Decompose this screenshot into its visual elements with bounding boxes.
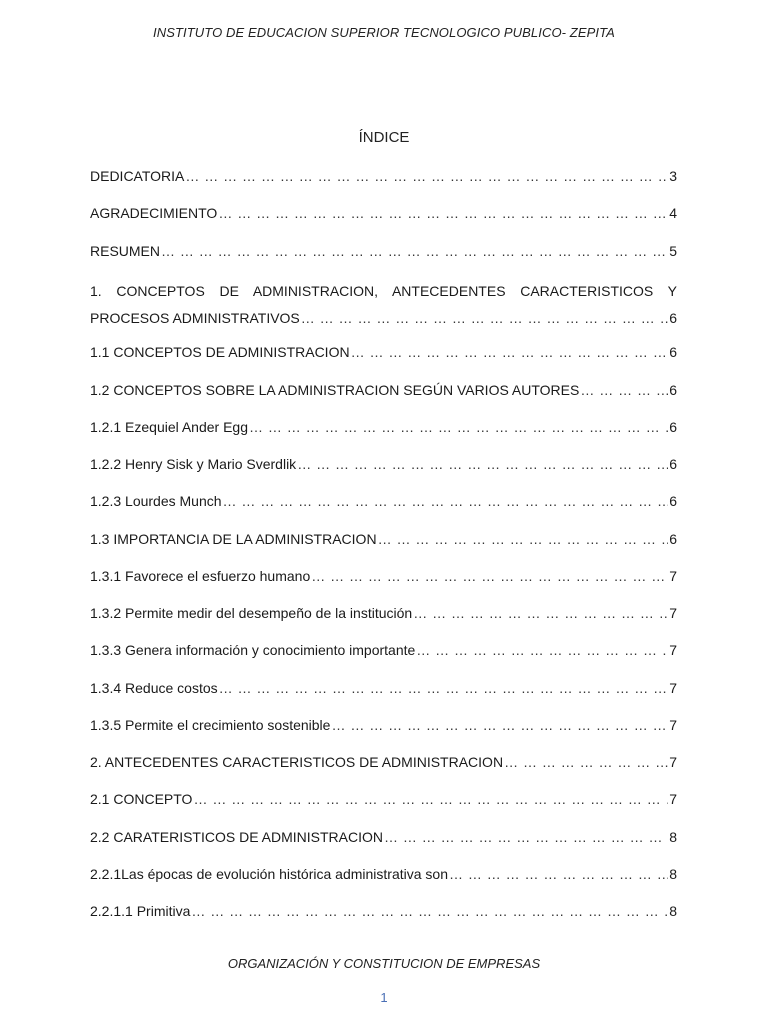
dot-leader bbox=[504, 752, 668, 772]
toc-entry-1-2-2[interactable] bbox=[90, 454, 677, 491]
toc-entry-2-1[interactable] bbox=[90, 789, 677, 826]
toc-entry-section-2[interactable] bbox=[90, 752, 677, 789]
toc-entry-1-1[interactable] bbox=[90, 342, 677, 379]
dot-leader bbox=[191, 901, 668, 921]
toc-page-number: 8 bbox=[669, 865, 677, 882]
table-of-contents bbox=[90, 166, 677, 938]
dot-leader bbox=[449, 864, 668, 884]
toc-entry-label: AGRADECIMIENTO bbox=[90, 205, 218, 222]
toc-entry-1-3-4[interactable] bbox=[90, 678, 677, 715]
dot-leader bbox=[311, 566, 668, 586]
dot-leader bbox=[331, 715, 668, 735]
toc-page-number: 5 bbox=[669, 242, 677, 259]
toc-page-number: 8 bbox=[669, 828, 677, 845]
toc-entry-label: RESUMEN bbox=[90, 242, 161, 259]
toc-page-number: 7 bbox=[669, 567, 677, 584]
toc-page-number: 6 bbox=[669, 309, 677, 326]
dot-leader bbox=[297, 454, 668, 474]
toc-page-number: 6 bbox=[669, 456, 677, 472]
toc-entry-label: DEDICATORIA bbox=[90, 168, 185, 184]
toc-page-number: 7 bbox=[669, 642, 677, 659]
toc-entry-label: 2.2 CARATERISTICOS DE ADMINISTRACION bbox=[90, 828, 384, 845]
toc-entry-label: 1.3.3 Genera información y conocimiento importante bbox=[90, 642, 416, 659]
toc-page-number: 7 bbox=[669, 679, 677, 696]
dot-leader bbox=[351, 342, 669, 362]
toc-entry-label: 1.3.4 Reduce costos bbox=[90, 679, 218, 696]
toc-entry-label: 1.3.5 Permite el crecimiento sostenible bbox=[90, 716, 331, 733]
toc-page-number: 7 bbox=[669, 754, 677, 770]
dot-leader bbox=[384, 827, 668, 847]
toc-entry-label: 1.2.1 Ezequiel Ander Egg bbox=[90, 418, 249, 435]
toc-entry-label: 1.3 IMPORTANCIA DE LA ADMINISTRACION bbox=[90, 530, 377, 547]
toc-entry-1-3-5[interactable] bbox=[90, 715, 677, 752]
toc-page-number: 6 bbox=[669, 381, 677, 398]
toc-entry-dedicatoria[interactable] bbox=[90, 166, 677, 203]
page-number: 1 bbox=[380, 990, 388, 1005]
toc-entry-1-2-3[interactable] bbox=[90, 491, 677, 528]
toc-entry-label: 2.2.1Las épocas de evolución histórica administrativa son bbox=[90, 865, 448, 882]
toc-entry-label: 2. ANTECEDENTES CARACTERISTICOS DE ADMINISTRACION bbox=[90, 754, 504, 770]
toc-entry-second-line bbox=[90, 305, 677, 332]
toc-entry-section-1[interactable] bbox=[90, 278, 677, 343]
toc-entry-1-3[interactable] bbox=[90, 529, 677, 566]
toc-page-number: 7 bbox=[669, 791, 677, 808]
dot-leader bbox=[161, 241, 668, 261]
index-title: ÍNDICE bbox=[358, 129, 410, 146]
toc-page-number: 7 bbox=[669, 716, 677, 733]
toc-entry-label-line1: 1. CONCEPTOS DE ADMINISTRACION, ANTECEDENTES CARACTERISTICOS Y bbox=[90, 282, 677, 299]
toc-entry-label: 1.3.1 Favorece el esfuerzo humano bbox=[90, 567, 311, 584]
toc-entry-2-2-1[interactable] bbox=[90, 864, 677, 901]
dot-leader bbox=[185, 166, 668, 186]
dot-leader bbox=[580, 380, 668, 400]
toc-entry-1-2[interactable] bbox=[90, 380, 677, 417]
toc-entry-resumen[interactable] bbox=[90, 241, 677, 278]
toc-entry-1-3-2[interactable] bbox=[90, 603, 677, 640]
toc-page-number: 6 bbox=[669, 493, 677, 510]
toc-entry-1-3-3[interactable] bbox=[90, 640, 677, 677]
toc-entry-label: 1.2.2 Henry Sisk y Mario Sverdlik bbox=[90, 456, 297, 472]
toc-page-number: 6 bbox=[669, 418, 677, 435]
toc-entry-1-3-1[interactable] bbox=[90, 566, 677, 603]
toc-entry-agradecimiento[interactable] bbox=[90, 203, 677, 240]
dot-leader bbox=[413, 603, 668, 623]
toc-page-number: 6 bbox=[669, 530, 677, 547]
toc-entry-2-2[interactable] bbox=[90, 827, 677, 864]
toc-page-number: 3 bbox=[669, 168, 677, 184]
toc-entry-label: 1.3.2 Permite medir del desempeño de la institución bbox=[90, 605, 413, 621]
dot-leader bbox=[223, 491, 669, 511]
toc-page-number: 4 bbox=[669, 205, 677, 222]
dot-leader bbox=[218, 203, 668, 223]
toc-entry-label: 1.1 CONCEPTOS DE ADMINISTRACION bbox=[90, 344, 350, 361]
toc-entry-label-line2: PROCESOS ADMINISTRATIVOS bbox=[90, 309, 300, 326]
dot-leader bbox=[416, 640, 668, 660]
dot-leader bbox=[378, 529, 669, 549]
toc-page-number: 6 bbox=[669, 344, 677, 361]
toc-entry-1-2-1[interactable] bbox=[90, 417, 677, 454]
toc-page-number: 8 bbox=[669, 903, 677, 919]
dot-leader bbox=[193, 789, 668, 809]
document-header: INSTITUTO DE EDUCACION SUPERIOR TECNOLOGICO PUBLICO- ZEPITA bbox=[153, 25, 615, 40]
dot-leader bbox=[219, 678, 669, 698]
toc-entry-label: 2.2.1.1 Primitiva bbox=[90, 903, 191, 919]
toc-page-number: 7 bbox=[669, 605, 677, 621]
dot-leader bbox=[249, 417, 668, 437]
toc-entry-label: 2.1 CONCEPTO bbox=[90, 791, 193, 808]
toc-entry-label: 1.2.3 Lourdes Munch bbox=[90, 493, 222, 510]
document-footer: ORGANIZACIÓN Y CONSTITUCION DE EMPRESAS bbox=[227, 956, 541, 971]
toc-entry-label: 1.2 CONCEPTOS SOBRE LA ADMINISTRACION SEGÚN VARIOS AUTORES bbox=[90, 381, 580, 398]
toc-entry-2-2-1-1[interactable] bbox=[90, 901, 677, 938]
dot-leader bbox=[301, 305, 668, 332]
